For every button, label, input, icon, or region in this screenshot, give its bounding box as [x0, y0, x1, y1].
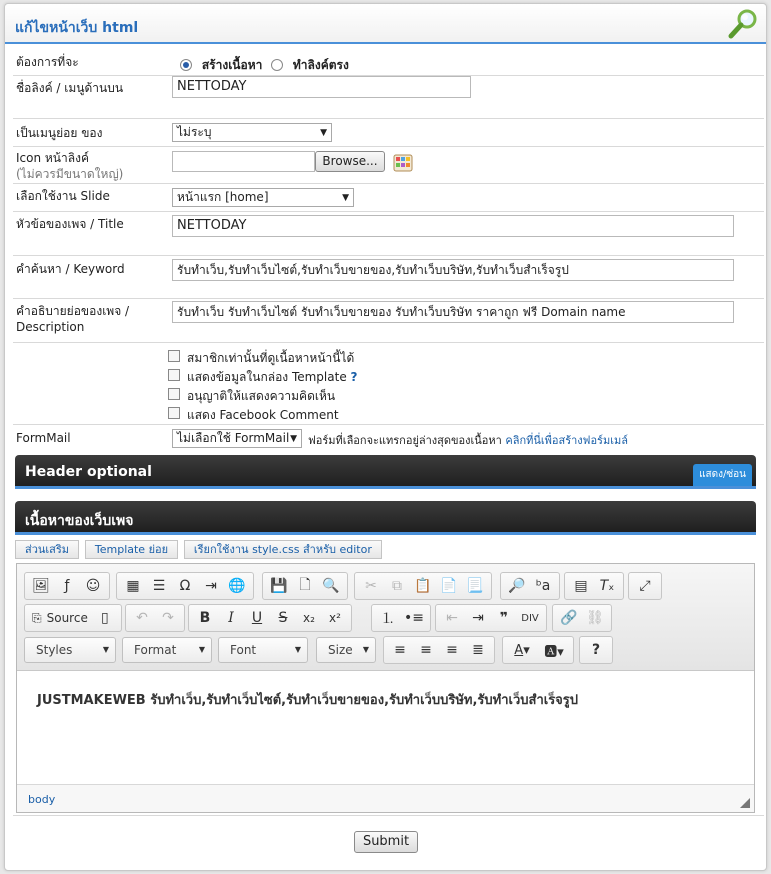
radio-create[interactable] — [180, 56, 262, 75]
text-color-icon[interactable]: A ▾ — [514, 642, 530, 658]
chevron-down-icon: ▼ — [102, 645, 109, 654]
row-description — [13, 299, 764, 343]
source-icon: ⎘ — [32, 610, 42, 625]
preview-icon[interactable]: 🔍 — [322, 578, 340, 594]
undo-icon[interactable]: ↶ — [136, 610, 148, 626]
chevron-down-icon: ▼ — [342, 193, 349, 203]
chevron-down-icon: ▼ — [290, 434, 297, 444]
unlink-icon[interactable]: ⛓ — [586, 610, 604, 626]
toolbar-group-align — [383, 636, 495, 664]
size-combo-label: Size — [328, 643, 353, 657]
table-icon[interactable]: ▦ — [126, 578, 140, 594]
font-combo-label: Font — [230, 643, 257, 657]
show-hide-button[interactable]: แสดง/ซ่อน — [693, 464, 752, 486]
formmail-label: FormMail — [16, 431, 71, 445]
magnifier-icon — [726, 7, 760, 41]
slide-value: หน้าแรก [home] — [177, 190, 269, 204]
horizontal-rule-icon[interactable]: ☰ — [152, 578, 166, 594]
chevron-down-icon: ▼ — [320, 128, 327, 138]
save-icon[interactable]: 💾 — [270, 578, 288, 594]
editor-content-area[interactable] — [17, 672, 754, 784]
special-char-icon[interactable]: Ω — [179, 578, 191, 594]
background-color-icon[interactable]: 🅰▾ — [544, 644, 564, 660]
underline-icon[interactable]: U — [251, 610, 263, 626]
page-content-bar — [15, 501, 756, 535]
tab-sub-template[interactable]: Template ย่อย — [85, 540, 178, 559]
blockquote-icon[interactable]: ❞ — [499, 610, 509, 626]
toolbar-group-colors — [502, 636, 574, 664]
radio-link-label: ทำลิงค์ตรง — [292, 58, 349, 72]
title-label: หัวข้อของเพจ / Title — [16, 217, 124, 231]
styles-combo[interactable] — [24, 637, 116, 663]
select-all-icon[interactable]: ▤ — [574, 578, 588, 594]
tab-editor-stylesheet[interactable]: เรียกใช้งาน style.css สำหรับ editor — [184, 540, 382, 559]
row-link-name — [13, 76, 764, 119]
slide-label: เลือกใช้งาน Slide — [16, 189, 110, 203]
row-icon — [13, 147, 764, 184]
outdent-icon[interactable]: ⇤ — [446, 610, 458, 626]
help-icon[interactable]: ? — [350, 370, 358, 384]
remove-format-icon[interactable]: T ₓ — [599, 578, 615, 594]
element-path[interactable]: body — [28, 793, 56, 806]
styles-combo-label: Styles — [36, 643, 73, 657]
bulleted-list-icon[interactable]: •≡ — [404, 610, 424, 626]
superscript-icon[interactable]: x² — [329, 611, 341, 625]
action-label: ต้องการที่จะ — [16, 55, 79, 69]
source-button[interactable] — [28, 607, 92, 629]
smiley-icon[interactable]: ☺ — [85, 578, 101, 594]
align-center-icon[interactable]: ≡ — [420, 642, 432, 658]
content-text: รับทำเว็บ,รับทำเว็บไซต์,รับทำเว็บขายของ,รับทำเว็บบริษัท,รับทำเว็บสำเร็จรูป — [145, 693, 579, 708]
templates-icon[interactable]: ▯ — [100, 610, 109, 626]
row-formmail — [13, 425, 764, 453]
radio-link-icon[interactable] — [271, 59, 283, 71]
align-right-icon[interactable]: ≡ — [446, 642, 458, 658]
checkbox-members-only-label: สมาชิกเท่านั้นที่ดูเนื้อหาหน้านี้ได้ — [187, 351, 355, 365]
checkbox-template-box[interactable] — [168, 369, 180, 381]
copy-icon[interactable]: ⧉ — [392, 578, 402, 594]
find-icon[interactable]: 🔎 — [508, 578, 526, 594]
submenu-label: เป็นเมนูย่อย ของ — [16, 126, 103, 140]
toolbar-group-basicstyles — [188, 604, 352, 632]
checkbox-facebook-comment-label: แสดง Facebook Comment — [187, 408, 339, 422]
bold-icon[interactable]: B — [199, 610, 211, 626]
checkbox-template-box-label — [187, 368, 358, 387]
checkbox-allow-comments-label: อนุญาติให้แสดงความคิดเห็น — [187, 389, 336, 403]
toolbar-group-find — [500, 572, 560, 600]
rich-text-editor — [16, 563, 755, 813]
toolbar-group-source — [24, 604, 122, 632]
content-bold-text: JUSTMAKEWEB — [37, 693, 146, 708]
toolbar-group-about — [579, 636, 613, 664]
toolbar-group-blocks — [435, 604, 547, 632]
italic-icon[interactable]: I — [228, 610, 234, 626]
link-icon[interactable]: 🔗 — [560, 610, 578, 626]
link-name-input[interactable]: NETTODAY — [172, 76, 471, 98]
chevron-down-icon: ▼ — [294, 645, 301, 654]
page-break-icon[interactable]: ⇥ — [205, 578, 217, 594]
toolbar-group-links — [552, 604, 612, 632]
toolbar-group-format-tools — [564, 572, 624, 600]
paste-icon[interactable]: 📋 — [414, 578, 432, 594]
bottom-divider — [13, 815, 764, 816]
font-combo[interactable] — [218, 637, 308, 663]
icon-file-input[interactable] — [172, 151, 315, 172]
panel-header — [5, 4, 766, 44]
paste-text-icon[interactable]: 📄 — [440, 578, 458, 594]
checkbox-facebook-comment[interactable] — [168, 407, 180, 419]
size-combo[interactable] — [316, 637, 376, 663]
indent-icon[interactable]: ⇥ — [472, 610, 484, 626]
editor-statusbar — [17, 784, 754, 812]
replace-icon[interactable]: ᵇa — [535, 578, 551, 594]
row-slide — [13, 184, 764, 212]
toolbar-group-history — [125, 604, 185, 632]
description-label: คำอธิบายย่อของเพจ / Description — [16, 304, 130, 334]
header-optional-title: Header optional — [25, 464, 152, 480]
checkbox-members-only[interactable] — [168, 350, 180, 362]
description-input[interactable]: รับทำเว็บ รับทำเว็บไซต์ รับทำเว็บขายของ รับทำเว็บบริษัท ราคาถูก ฟรี Domain name — [172, 301, 734, 323]
image-icon[interactable]: 🖼 — [32, 578, 50, 594]
toolbar-group-document — [262, 572, 348, 600]
iframe-icon[interactable]: 🌐 — [228, 578, 246, 594]
chevron-down-icon: ▼ — [362, 645, 369, 654]
icon-hint: (ไม่ควรมีขนาดใหญ่) — [16, 167, 124, 181]
icon-label: Icon หน้าลิงค์ — [16, 151, 89, 165]
maximize-icon[interactable]: ⤢ — [639, 578, 651, 594]
edit-page-panel — [4, 3, 767, 871]
formmail-note — [308, 431, 628, 449]
radio-link[interactable] — [271, 56, 349, 75]
submit-button[interactable]: Submit — [354, 831, 418, 853]
keyword-input[interactable]: รับทำเว็บ,รับทำเว็บไซต์,รับทำเว็บขายของ,รับทำเว็บบริษัท,รับทำเว็บสำเร็จรูป — [172, 259, 734, 281]
editor-tabs — [15, 540, 384, 561]
cut-icon[interactable]: ✂ — [365, 578, 377, 594]
align-justify-icon[interactable]: ≣ — [472, 642, 484, 658]
radio-create-icon[interactable] — [180, 59, 192, 71]
toolbar-group-lists — [371, 604, 431, 632]
formmail-note-text: ฟอร์มที่เลือกจะแทรกอยู่ล่างสุดของเนื้อหา — [308, 434, 502, 447]
row-title — [13, 212, 764, 256]
title-input[interactable]: NETTODAY — [172, 215, 734, 237]
format-combo-label: Format — [134, 643, 177, 657]
redo-icon[interactable]: ↷ — [162, 610, 174, 626]
subscript-icon[interactable]: x₂ — [303, 611, 315, 625]
tab-addons[interactable]: ส่วนเสริม — [15, 540, 79, 559]
toolbar-group-objects — [116, 572, 254, 600]
source-label: Source — [46, 611, 88, 625]
row-keyword — [13, 256, 764, 299]
align-left-icon[interactable]: ≡ — [394, 642, 406, 658]
create-formmail-link[interactable]: คลิกที่นี่เพื่อสร้างฟอร์มเมล์ — [505, 434, 628, 447]
resize-handle-icon[interactable] — [740, 798, 750, 808]
div-container-icon[interactable]: DIV — [521, 612, 539, 624]
chevron-down-icon: ▼ — [198, 645, 205, 654]
radio-create-label: สร้างเนื้อหา — [201, 58, 263, 72]
header-optional-bar — [15, 455, 756, 489]
help-about-icon[interactable]: ? — [591, 642, 601, 658]
numbered-list-icon[interactable]: ⒈ — [381, 611, 395, 627]
slide-select[interactable] — [172, 188, 354, 207]
strike-icon[interactable]: S — [278, 610, 288, 626]
checkbox-allow-comments[interactable] — [168, 388, 180, 400]
row-submenu — [13, 119, 764, 147]
page-content-title: เนื้อหาของเว็บเพจ — [25, 513, 134, 529]
browse-button[interactable]: Browse... — [315, 151, 385, 172]
toolbar-group-insert — [24, 572, 110, 600]
link-name-label: ชื่อลิงค์ / เมนูด้านบน — [16, 81, 124, 95]
keyword-label: คำค้นหา / Keyword — [16, 262, 125, 276]
toolbar-group-clipboard — [354, 572, 492, 600]
flash-icon[interactable]: ƒ — [64, 578, 70, 594]
format-combo[interactable] — [122, 637, 212, 663]
formmail-value: ไม่เลือกใช้ FormMail — [177, 431, 290, 445]
formmail-select[interactable] — [172, 429, 302, 448]
submenu-value: ไม่ระบุ — [177, 125, 212, 139]
toolbar-group-view — [628, 572, 662, 600]
editor-toolbar — [17, 564, 754, 671]
paste-word-icon[interactable]: 📃 — [466, 578, 484, 594]
row-action — [13, 48, 764, 76]
page-title: แก้ไขหน้าเว็บ html — [15, 20, 139, 36]
template-box-text: แสดงข้อมูลในกล่อง Template — [187, 370, 347, 384]
new-page-icon[interactable]: 🗋 — [299, 577, 311, 593]
color-palette-icon[interactable] — [393, 154, 413, 172]
submenu-select[interactable] — [172, 123, 332, 142]
row-options — [13, 343, 764, 425]
